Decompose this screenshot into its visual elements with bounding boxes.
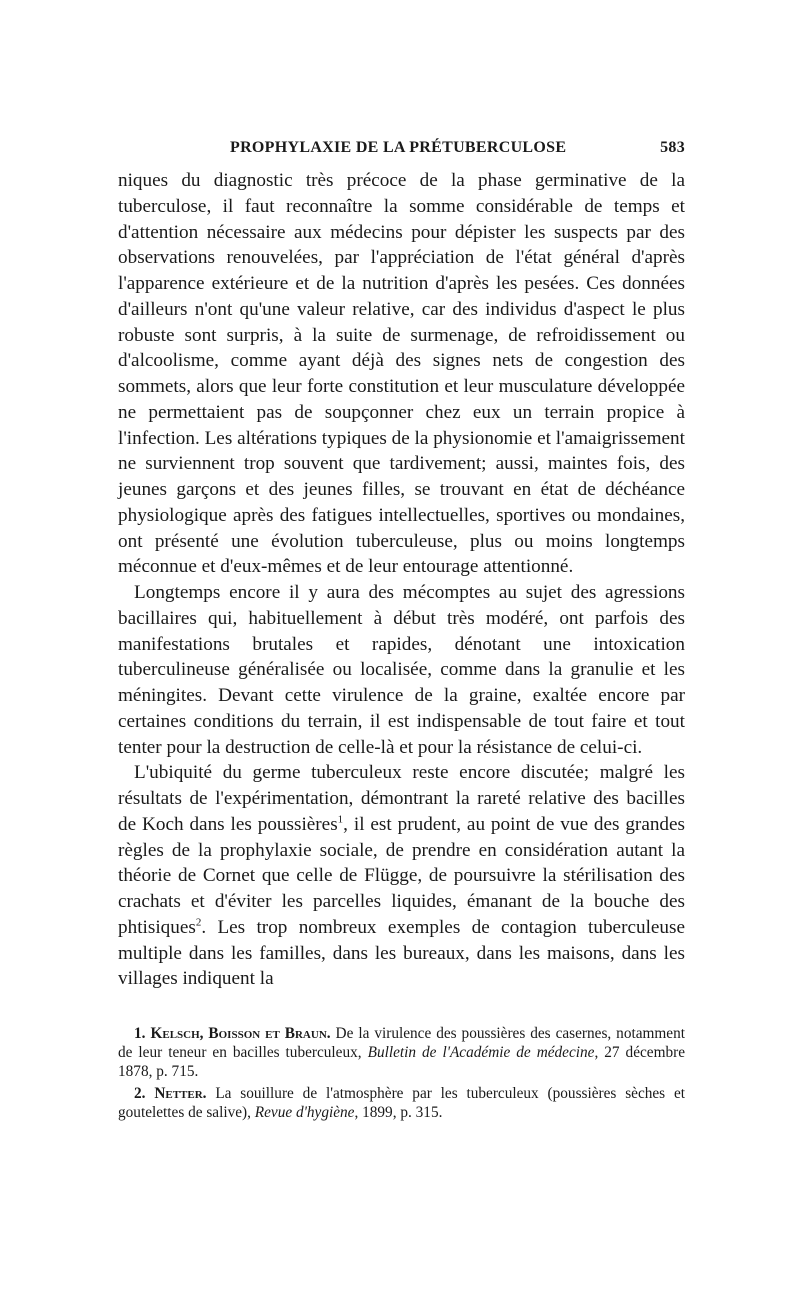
footnote-1-text: De la virulence des poussières des casernes, notamment de leur teneur en bacilles tuberculeux,: [118, 1025, 685, 1061]
paragraph-3: [118, 760, 685, 992]
footnote-ref-2[interactable]: 2: [195, 916, 202, 929]
footnote-1-source: Bulletin de l'Académie de médecine: [367, 1043, 595, 1061]
footnote-2-tail: , 1899, p. 315.: [354, 1104, 443, 1122]
footnote-2: [118, 1085, 685, 1123]
footnotes: [118, 1025, 685, 1127]
body-text: [118, 168, 685, 992]
footnote-1-authors: Kelsch, Boisson et Braun.: [150, 1025, 331, 1042]
footnote-2-text: La souillure de l'atmosphère par les tuberculeux (poussières sèches et goutelettes de salive),: [118, 1085, 686, 1122]
paragraph-3-part-1: L'ubiquité du germe tuberculeux reste encore discutée; malgré les résultats de l'expérimentation, démontrant la rareté relative des bacilles de Koch dans les poussières: [118, 762, 685, 835]
paragraph-3-part-2: , il est prudent, au point de vue des grandes règles de la prophylaxie sociale, de prendre en considération autant la théorie de Cornet que celle de Flügge, de poursuivre la stérilisation des crachats et d'éviter les parcelles liquides, émanant de la bouche des phtisiques: [118, 813, 686, 938]
running-title: PROPHYLAXIE DE LA PRÉTUBERCULOSE: [230, 139, 567, 156]
footnote-1-number: 1.: [134, 1025, 146, 1042]
paragraph-3-part-3: . Les trop nombreux exemples de contagion tuberculeuse multiple dans les familles, dans les bureaux, dans les maisons, dans les villages indiquent la: [118, 916, 685, 990]
page-number: 583: [660, 139, 685, 156]
footnote-2-source: Revue d'hygiène: [254, 1104, 355, 1122]
paragraph-1: niques du diagnostic très précoce de la phase germinative de la tuberculose, il faut reconnaître la somme considérable de temps et d'attention nécessaire aux médecins pour dépister les suspects par des observations renouvelées, par l'appréciation de l'état général d'après l'apparence extérieure et de la nutrition d'après les pesées. Ces données d'ailleurs n'ont qu'une valeur relative, car des individus d'aspect le plus robuste sont surpris, à la suite de surmenage, de refroidissement ou d'alcoolisme, comme ayant déjà des signes nets de congestion des sommets, alors que leur forte constitution et leur musculature développée ne permettaient pas de soupçonner chez eux un terrain propice à l'infection. Les altérations typiques de la physionomie et l'amaigrissement ne surviennent trop souvent que tardivement; aussi, maintes fois, des jeunes garçons et des jeunes filles, se trouvant en état de déchéance physiologique après des fatigues intellectuelles, sportives ou mondaines, ont présenté une évolution tuberculeuse, plus ou moins longtemps méconnue et d'eux-mêmes et de leur entourage attentionné.: [118, 170, 685, 578]
footnote-1-tail: , 27 décembre 1878, p. 715.: [118, 1043, 686, 1080]
footnote-2-authors: Netter.: [154, 1085, 207, 1103]
running-head: [118, 139, 685, 161]
footnote-1: [118, 1025, 685, 1081]
footnote-2-number: 2.: [134, 1085, 146, 1103]
footnote-ref-1[interactable]: 1: [337, 813, 344, 826]
paragraph-2: Longtemps encore il y aura des mécomptes au sujet des agressions bacillaires qui, habituellement à début très modéré, ont parfois des manifestations brutales et rapides, dénotant une intoxication tuberculineuse généralisée ou localisée, comme dans la granulie et les méningites. Devant cette virulence de la graine, exaltée encore par certaines conditions du terrain, il est indispensable de tout faire et tout tenter pour la destruction de celle-là et pour la résistance de celui-ci.: [118, 582, 685, 758]
